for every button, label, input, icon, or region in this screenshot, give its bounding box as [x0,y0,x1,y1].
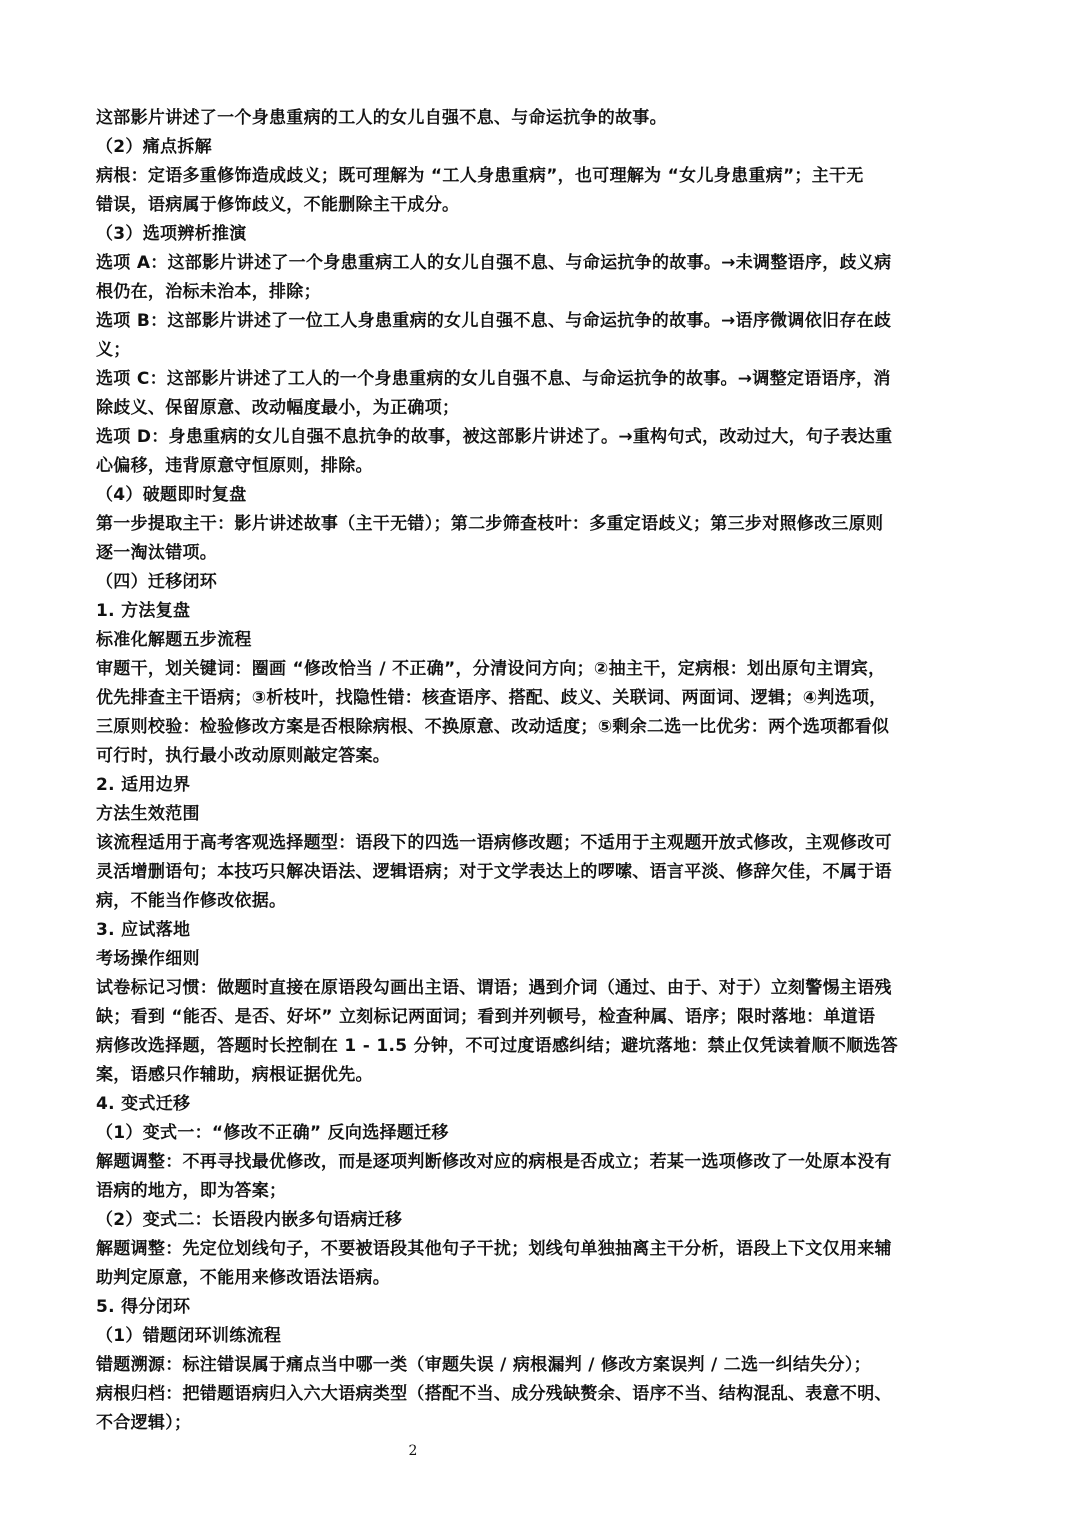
text-line: 案，语感只作辅助，病根证据优先。 [96,1065,373,1085]
text-line: 选项 B：这部影片讲述了一位工人身患重病的女儿自强不息、与命运抗争的故事。→语序微调依旧存在歧 [96,311,892,331]
text-line: 根仍在，治标未治本，排除； [96,282,321,302]
text-line: （四）迁移闭环 [96,572,218,592]
text-line: 第一步提取主干：影片讲述故事（主干无错）；第二步筛查枝叶：多重定语歧义；第三步对照修改三原则 [96,514,884,534]
text-line: 助判定原意，不能用来修改语法语病。 [96,1268,391,1288]
text-line: （3）选项辨析推演 [96,224,247,244]
text-line: （2）变式二：长语段内嵌多句语病迁移 [96,1210,403,1230]
text-line: 心偏移，违背原意守恒原则，排除。 [96,456,373,476]
text-line: 解题调整：不再寻找最优修改，而是逐项判断修改对应的病根是否成立；若某一选项修改了一处原本没有 [96,1152,892,1172]
text-line: 该流程适用于高考客观选择题型：语段下的四选一语病修改题；不适用于主观题开放式修改，主观修改可 [96,833,892,853]
text-line: 选项 D：身患重病的女儿自强不息抗争的故事，被这部影片讲述了。→重构句式，改动过大，句子表达重 [96,427,893,447]
text-line: 优先排查主干语病；③析枝叶，找隐性错：核查语序、搭配、歧义、关联词、两面词、逻辑；④判选项， [96,688,887,708]
page-number: 2 [408,1443,418,1459]
text-line: 病，不能当作修改依据。 [96,891,287,911]
text-line: 病根归档：把错题语病归入六大语病类型（搭配不当、成分残缺赘余、语序不当、结构混乱、表意不明、 [96,1384,892,1404]
text-line: 可行时，执行最小改动原则敲定答案。 [96,746,391,766]
text-line: 审题干，划关键词：圈画 “修改恰当 / 不正确”，分清设问方向；②抽主干，定病根：划出原句主谓宾， [96,659,886,679]
text-line: 错误，语病属于修饰歧义，不能删除主干成分。 [96,195,460,215]
document-body [96,104,988,1438]
text-line: （4）破题即时复盘 [96,485,247,505]
text-line: 缺；看到 “能否、是否、好坏” 立刻标记两面词；看到并列顿号，检查种属、语序；限时落地：单道语 [96,1007,876,1027]
text-line: 病修改选择题，答题时长控制在 1 - 1.5 分钟，不可过度语感纠结；避坑落地：禁止仅凭读着顺不顺选答 [96,1036,898,1056]
text-line: 选项 C：这部影片讲述了工人的一个身患重病的女儿自强不息、与命运抗争的故事。→调整定语语序，消 [96,369,891,389]
text-line: 选项 A：这部影片讲述了一个身患重病工人的女儿自强不息、与命运抗争的故事。→未调整语序，歧义病 [96,253,892,273]
text-line: 不合逻辑）； [96,1413,192,1433]
text-line: 考场操作细则 [96,949,200,969]
text-line: 1. 方法复盘 [96,601,191,621]
text-line: 5. 得分闭环 [96,1297,191,1317]
text-line: （2）痛点拆解 [96,137,212,157]
text-line: （1）变式一：“修改不正确” 反向选择题迁移 [96,1123,449,1143]
text-line: 逐一淘汰错项。 [96,543,218,563]
text-line: 解题调整：先定位划线句子，不要被语段其他句子干扰；划线句单独抽离主干分析，语段上下文仅用来辅 [96,1239,892,1259]
text-line: 标准化解题五步流程 [96,630,252,650]
text-line: （1）错题闭环训练流程 [96,1326,282,1346]
text-line: 方法生效范围 [96,804,200,824]
text-line: 2. 适用边界 [96,775,191,795]
text-line: 3. 应试落地 [96,920,191,940]
text-line: 除歧义、保留原意、改动幅度最小，为正确项； [96,398,460,418]
text-line: 病根：定语多重修饰造成歧义；既可理解为 “工人身患重病”，也可理解为 “女儿身患重病”；主干无 [96,166,864,186]
text-line: 4. 变式迁移 [96,1094,191,1114]
text-line: 错题溯源：标注错误属于痛点当中哪一类（审题失误 / 病根漏判 / 修改方案误判 / 二选一纠结失分）； [96,1355,871,1375]
text-line: 灵活增删语句；本技巧只解决语法、逻辑语病；对于文学表达上的啰嗦、语言平淡、修辞欠佳，不属于语 [96,862,892,882]
text-line: 义； [96,340,131,360]
text-line: 这部影片讲述了一个身患重病的工人的女儿自强不息、与命运抗争的故事。 [96,108,667,128]
text-line: 试卷标记习惯：做题时直接在原语段勾画出主语、谓语；遇到介词（通过、由于、对于）立刻警惕主语残 [96,978,892,998]
text-line: 语病的地方，即为答案； [96,1181,287,1201]
text-line: 三原则校验：检验修改方案是否根除病根、不换原意、改动适度；⑤剩余二选一比优劣：两个选项都看似 [96,717,890,737]
